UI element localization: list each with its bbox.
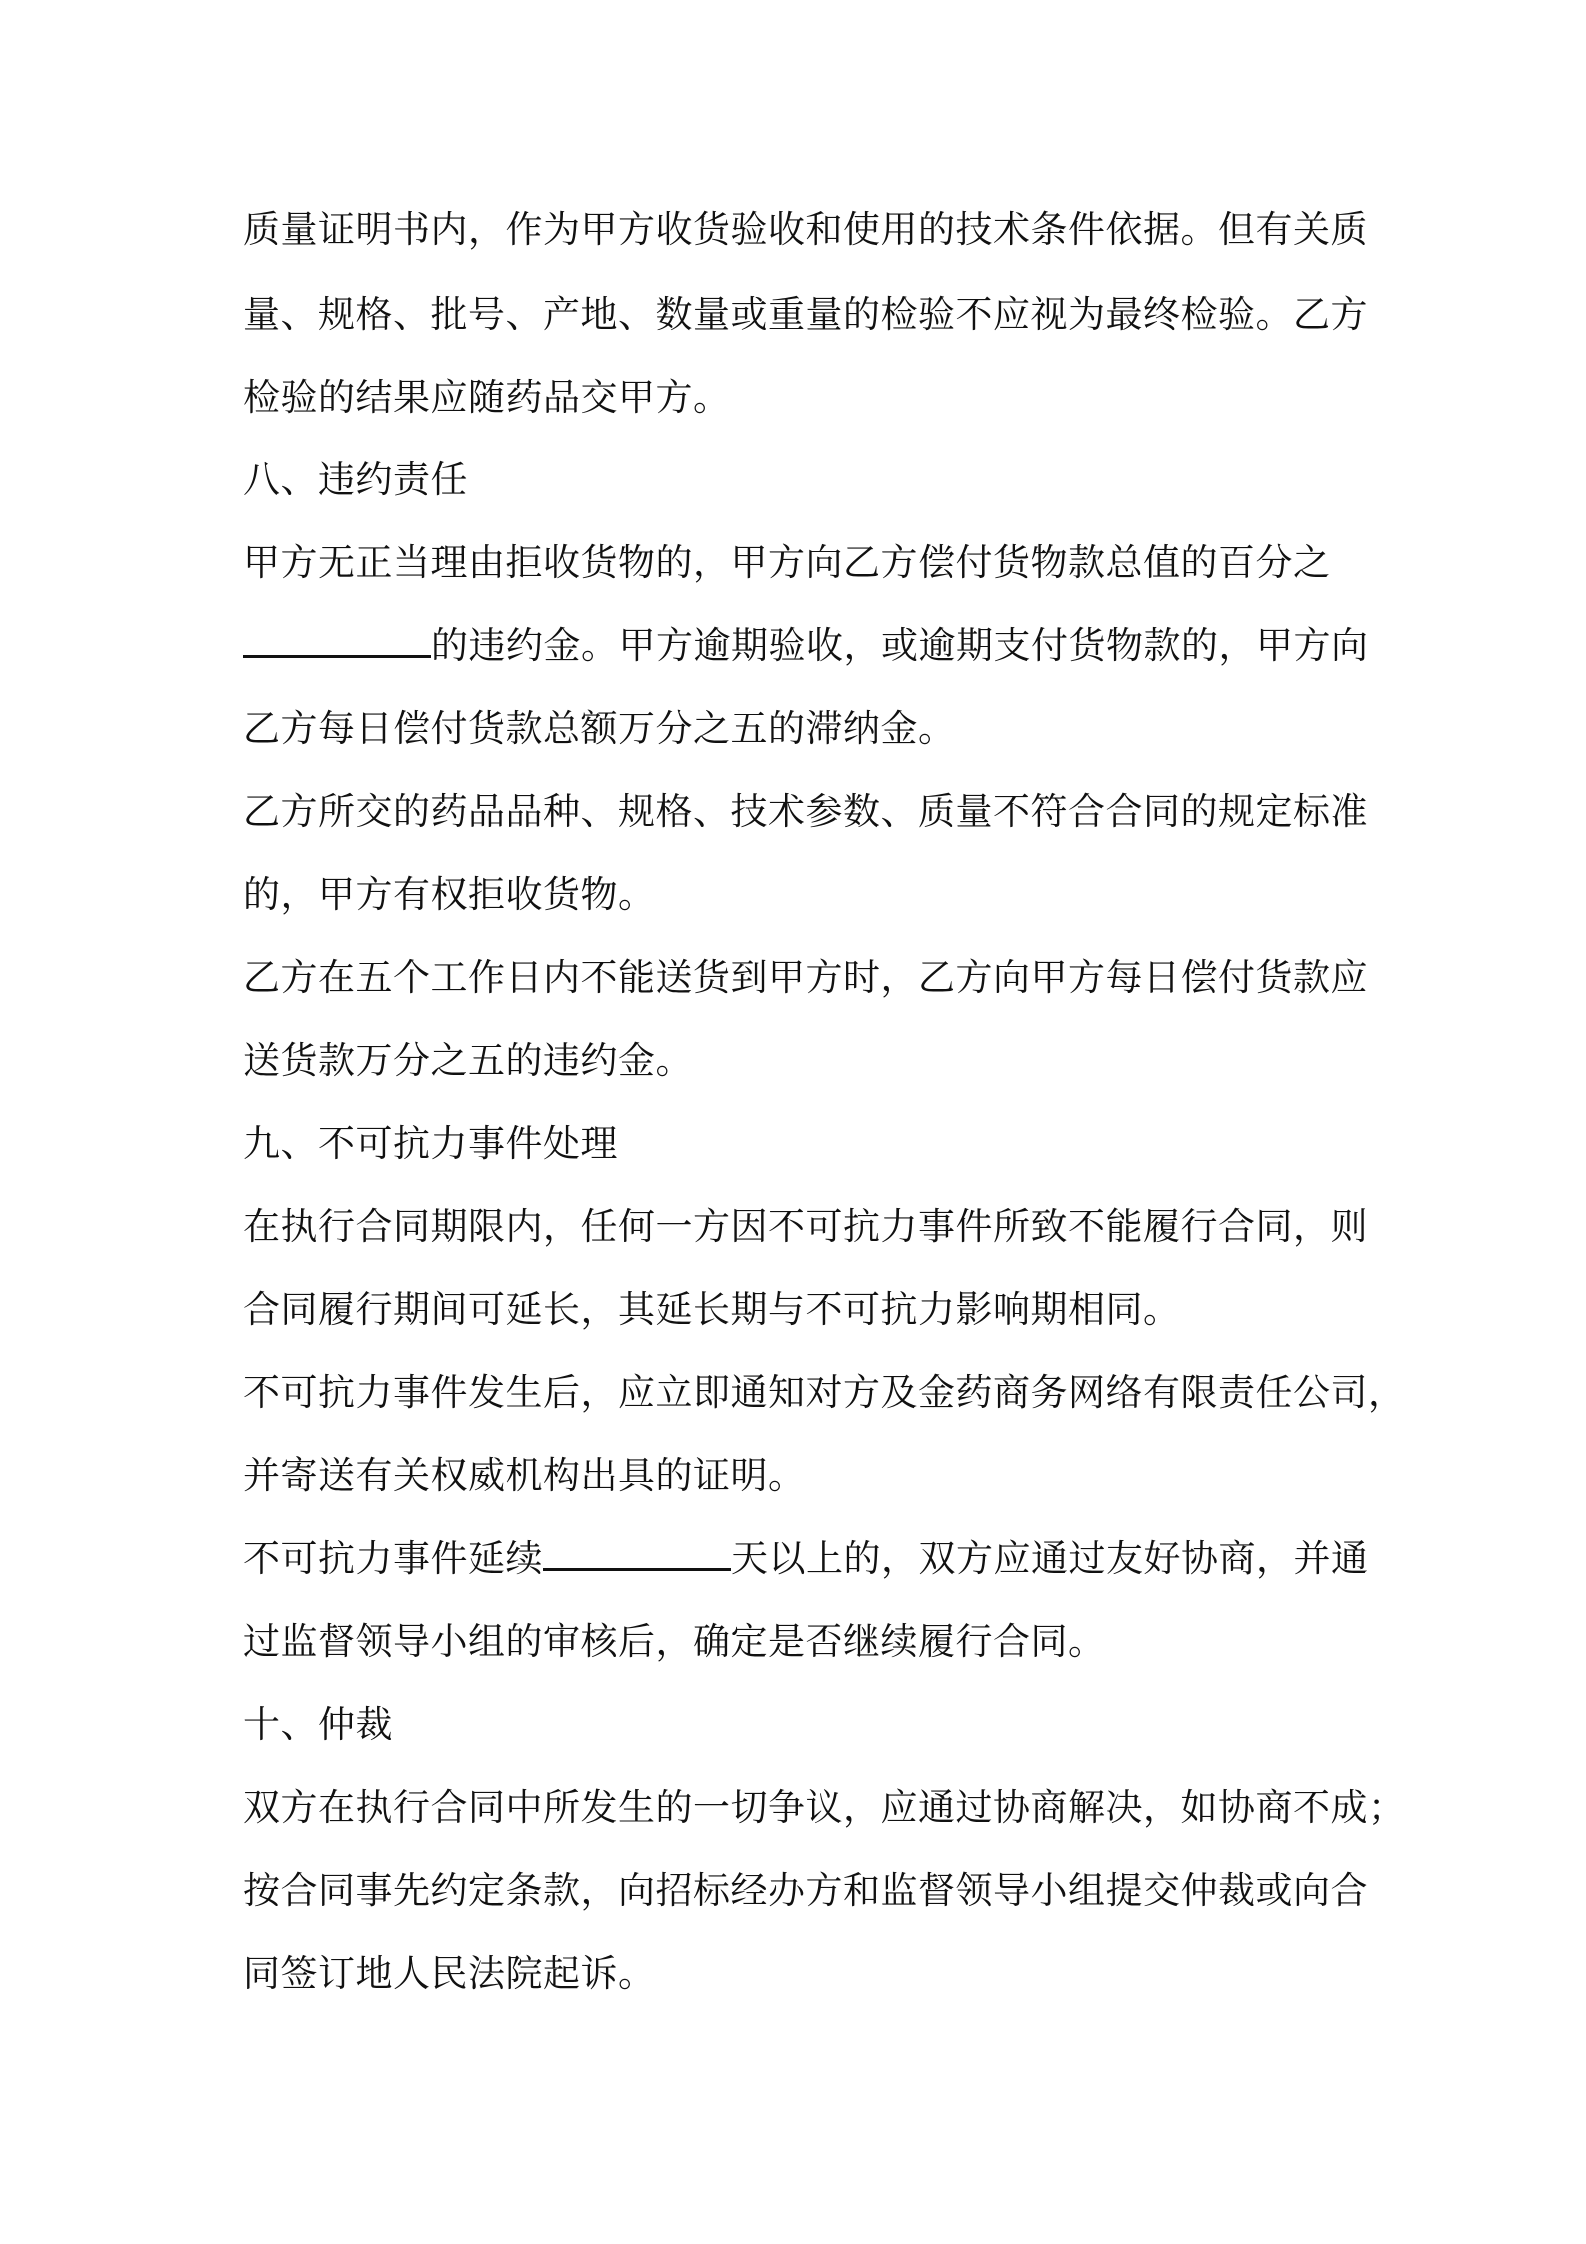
body-text-line: 乙方所交的药品品种、规格、技术参数、质量不符合合同的规定标准 <box>243 790 1368 833</box>
body-text-fragment: 天以上的，双方应通过友好协商，并通 <box>731 1537 1369 1580</box>
body-text-line: 质量证明书内，作为甲方收货验收和使用的技术条件依据。但有关质 <box>243 208 1368 251</box>
body-text-line: 检验的结果应随药品交甲方。 <box>243 376 731 419</box>
body-text-line: 送货款万分之五的违约金。 <box>243 1039 693 1082</box>
body-text-line: 按合同事先约定条款，向招标经办方和监督领导小组提交仲裁或向合 <box>243 1869 1368 1912</box>
fill-in-blank <box>243 621 431 658</box>
body-text-line: 同签订地人民法院起诉。 <box>243 1952 656 1995</box>
body-text-line: 过监督领导小组的审核后，确定是否继续履行合同。 <box>243 1620 1106 1663</box>
body-text-line: 双方在执行合同中所发生的一切争议，应通过协商解决，如协商不成； <box>243 1786 1406 1829</box>
body-text-line: 并寄送有关权威机构出具的证明。 <box>243 1454 806 1497</box>
body-text-line-with-blank <box>243 621 1369 671</box>
section-heading-arbitration: 十、仲裁 <box>243 1703 393 1746</box>
body-text-line: 在执行合同期限内，任何一方因不可抗力事件所致不能履行合同，则 <box>243 1205 1368 1248</box>
body-text-line: 乙方每日偿付货款总额万分之五的滞纳金。 <box>243 707 956 750</box>
body-text-fragment: 不可抗力事件延续 <box>243 1537 543 1580</box>
section-heading-force-majeure: 九、不可抗力事件处理 <box>243 1122 618 1165</box>
body-text-line: 的，甲方有权拒收货物。 <box>243 873 656 916</box>
body-text-line-with-blank <box>243 1534 1369 1584</box>
fill-in-blank <box>543 1534 731 1571</box>
body-text-line: 合同履行期间可延长，其延长期与不可抗力影响期相同。 <box>243 1288 1181 1331</box>
body-text-fragment: 的违约金。甲方逾期验收，或逾期支付货物款的，甲方向 <box>431 624 1369 667</box>
body-text-line: 量、规格、批号、产地、数量或重量的检验不应视为最终检验。乙方 <box>243 293 1368 336</box>
section-heading-breach: 八、违约责任 <box>243 458 468 501</box>
body-text-line: 甲方无正当理由拒收货物的，甲方向乙方偿付货物款总值的百分之 <box>243 541 1331 584</box>
body-text-line: 乙方在五个工作日内不能送货到甲方时，乙方向甲方每日偿付货款应 <box>243 956 1368 999</box>
body-text-line: 不可抗力事件发生后，应立即通知对方及金药商务网络有限责任公司， <box>243 1371 1406 1414</box>
